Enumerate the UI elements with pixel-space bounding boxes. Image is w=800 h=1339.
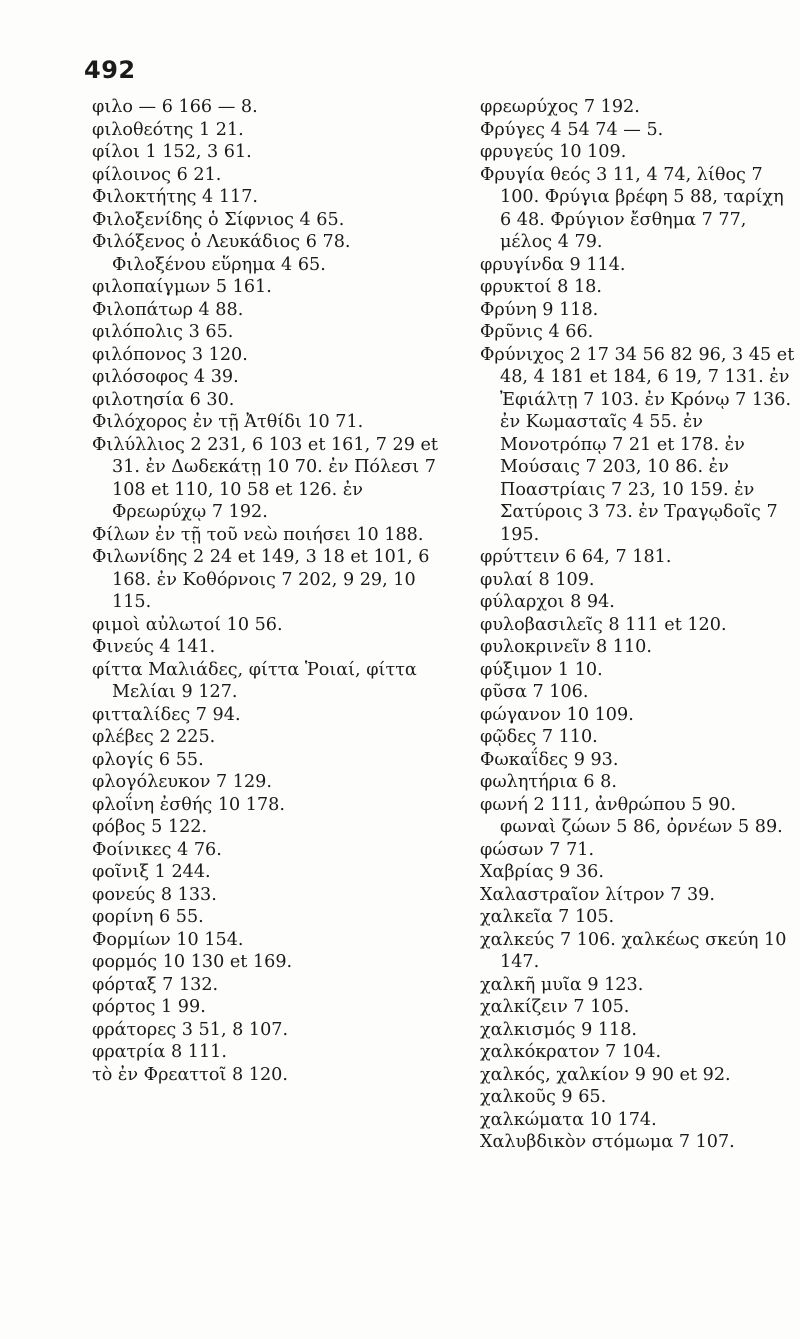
index-entry: φόρταξ 7 132. xyxy=(92,974,219,995)
index-entry: φιλοθεότης 1 21. xyxy=(92,119,244,140)
index-entry: χαλκόκρατον 7 104. xyxy=(480,1042,662,1062)
index-entry: Φρῦνις 4 66. xyxy=(480,322,594,342)
index-entry: φωλητήρια 6 8. xyxy=(480,772,617,792)
index-entry: τὸ ἐν Φρεαττοῖ 8 120. xyxy=(92,1064,288,1085)
index-entry: φίττα Μαλιάδες, φίττα Ῥοιαί, φίττα Μελίαι 9 127. xyxy=(92,659,417,702)
index-entry: Χαλαστραῖον λίτρον 7 39. xyxy=(480,884,715,905)
index-entry: φλοΐνη ἐσθής 10 178. xyxy=(92,794,285,815)
index-entry: φῷδες 7 110. xyxy=(480,727,598,747)
index-entry: φόβος 5 122. xyxy=(92,817,208,837)
index-entry: φυλοβασιλεῖς 8 111 et 120. xyxy=(480,614,727,635)
index-entry: φῦσα 7 106. xyxy=(480,682,589,702)
index-entry: Φινεύς 4 141. xyxy=(92,637,216,657)
index-entry: φόρτος 1 99. xyxy=(92,997,206,1017)
index-entry: Φιλωνίδης 2 24 et 149, 3 18 et 101, 6 168. ἐν Κοθόρνοις 7 202, 9 29, 10 115. xyxy=(92,547,430,612)
index-entry: Φιλοξενίδης ὁ Σίφνιος 4 65. xyxy=(92,209,345,230)
index-entry: Φρύνη 9 118. xyxy=(480,299,599,320)
index-entry: χαλκισμός 9 118. xyxy=(480,1019,638,1040)
index-entry: Φιλοκτήτης 4 117. xyxy=(92,187,259,207)
index-entry: Φρύνιχος 2 17 34 56 82 96, 3 45 et 48, 4 181 et 184, 6 19, 7 131. ἐν Ἐφιάλτῃ 7 103. ἐν Κρόνῳ 7 136. ἐν Κωμασταῖς 4 55. ἐν Μονοτρόπῳ 7 21 et 178. ἐν Μούσαις 7 203, 10 86. ἐν Ποαστρίαις 7 23, 10 159. ἐν Σατύροις 3 73. ἐν Τραγῳδοῖς 7 195. xyxy=(480,344,795,545)
index-entry: φύλαρχοι 8 94. xyxy=(480,592,615,612)
index-entry: φορμός 10 130 et 169. xyxy=(92,952,293,972)
index-entry: χαλκῆ μυῖα 9 123. xyxy=(480,974,644,995)
index-entry: Φιλόχορος ἐν τῇ Ἀτθίδι 10 71. xyxy=(92,412,364,432)
index-entry: Φιλοπάτωρ 4 88. xyxy=(92,299,244,320)
index-entry: φώγανον 10 109. xyxy=(480,704,634,725)
index-entry: φιλο — 6 166 — 8. xyxy=(92,97,258,117)
index-entry: φιλόπολις 3 65. xyxy=(92,322,234,342)
index-entry: Χαλυβδικὸν στόμωμα 7 107. xyxy=(480,1132,735,1152)
index-entry: Φρυγία θεός 3 11, 4 74, λίθος 7 100. Φρύγια βρέφη 5 88, ταρίχη 6 48. Φρύγιον ἔσθημα 7 77, μέλος 4 79. xyxy=(480,164,784,252)
index-entry: φονεύς 8 133. xyxy=(92,884,217,905)
index-entry: φύξιμον 1 10. xyxy=(480,659,603,680)
index-entry: Χαβρίας 9 36. xyxy=(480,862,604,882)
index-entry: φρεωρύχος 7 192. xyxy=(480,97,640,117)
index-entry: φράτορες 3 51, 8 107. xyxy=(92,1019,289,1040)
index-entry: φλογίς 6 55. xyxy=(92,749,204,770)
index-entry: φιλοπαίγμων 5 161. xyxy=(92,277,272,297)
index-entry: φίλοινος 6 21. xyxy=(92,164,222,185)
index-entry: χαλκώματα 10 174. xyxy=(480,1109,657,1130)
index-entry: Φωκαΐδες 9 93. xyxy=(480,749,619,770)
index-entry: Φίλων ἐν τῇ τοῦ νεὼ ποιήσει 10 188. xyxy=(92,524,424,545)
index-entry: χαλκεύς 7 106. χαλκέως σκεύη 10 147. xyxy=(480,929,787,972)
index-entry: Φορμίων 10 154. xyxy=(92,929,244,950)
index-entry: φωνή 2 111, ἀνθρώπου 5 90. φωναὶ ζώων 5 86, ὀρνέων 5 89. xyxy=(480,794,783,837)
index-entry: Φιλόξενος ὁ Λευκάδιος 6 78. Φιλοξένου εὕρημα 4 65. xyxy=(92,232,351,275)
index-entry: φοῖνιξ 1 244. xyxy=(92,862,211,882)
index-entry: φορίνη 6 55. xyxy=(92,907,204,927)
index-entry: χαλκεῖα 7 105. xyxy=(480,907,615,927)
index-entry: χαλκοῦς 9 65. xyxy=(480,1087,607,1107)
page-number: 492 xyxy=(84,56,136,84)
index-entry: φρατρία 8 111. xyxy=(92,1042,227,1062)
index-entry: φιμοὶ αὐλωτοί 10 56. xyxy=(92,614,283,635)
index-entry: φιτταλίδες 7 94. xyxy=(92,704,241,725)
index-column-left xyxy=(92,96,442,1086)
index-column-right xyxy=(480,96,795,1154)
index-entry: φλογόλευκον 7 129. xyxy=(92,772,272,792)
index-entry: φυλαί 8 109. xyxy=(480,569,595,590)
index-entry: φιλοτησία 6 30. xyxy=(92,389,235,410)
index-entry: φρυγεύς 10 109. xyxy=(480,142,627,162)
index-entry: φυλοκρινεῖν 8 110. xyxy=(480,637,652,657)
index-entry: Φοίνικες 4 76. xyxy=(92,839,222,860)
index-entry: Φιλύλλιος 2 231, 6 103 et 161, 7 29 et 31. ἐν Δωδεκάτῃ 10 70. ἐν Πόλεσι 7 108 et 110, 10 58 et 126. ἐν Φρεωρύχῳ 7 192. xyxy=(92,434,439,522)
index-entry: φιλόπονος 3 120. xyxy=(92,344,248,365)
index-entry: χαλκίζειν 7 105. xyxy=(480,997,630,1017)
index-entry: φλέβες 2 225. xyxy=(92,727,216,747)
index-entry: χαλκός, χαλκίον 9 90 et 92. xyxy=(480,1064,731,1085)
index-entry: φρυκτοί 8 18. xyxy=(480,277,602,297)
index-entry: φιλόσοφος 4 39. xyxy=(92,367,239,387)
index-entry: Φρύγες 4 54 74 — 5. xyxy=(480,119,664,140)
index-entry: φρύττειν 6 64, 7 181. xyxy=(480,547,672,567)
index-entry: φρυγίνδα 9 114. xyxy=(480,254,626,275)
index-entry: φίλοι 1 152, 3 61. xyxy=(92,142,252,162)
index-entry: φώσων 7 71. xyxy=(480,839,595,860)
